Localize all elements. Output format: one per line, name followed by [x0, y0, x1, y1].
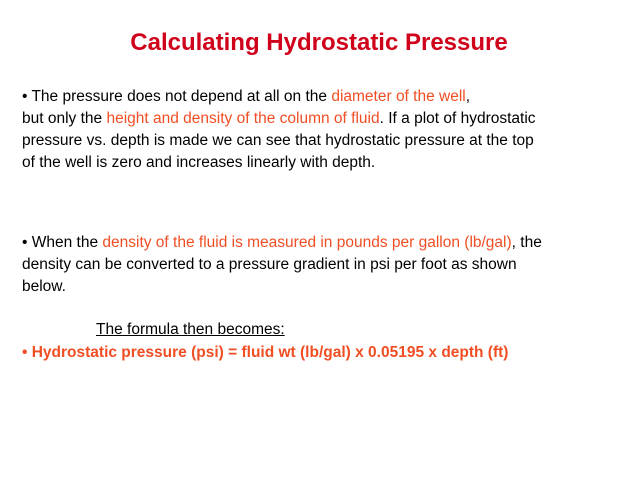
- text-segment: . If a plot of hydrostatic: [379, 110, 536, 127]
- highlighted-text: density of the fluid is measured in pounds per gallon (lb/gal): [102, 234, 512, 251]
- text-segment: , the: [511, 234, 542, 251]
- paragraph-line: density can be converted to a pressure gradient in psi per foot as shown: [22, 256, 517, 273]
- hydrostatic-pressure-formula: • Hydrostatic pressure (psi) = fluid wt (lb/gal) x 0.05195 x depth (ft): [22, 344, 509, 361]
- paragraph-line: [22, 108, 622, 130]
- text-segment: • When the: [22, 234, 103, 251]
- paragraph-line: [22, 86, 622, 108]
- paragraph-line: below.: [22, 278, 66, 295]
- text-segment: but only the: [22, 110, 107, 127]
- formula-label: The formula then becomes:: [96, 321, 285, 338]
- highlighted-text: height and density of the column of fluid: [106, 110, 380, 127]
- text-segment: ,: [465, 88, 471, 105]
- paragraph-line: of the well is zero and increases linearly with depth.: [22, 154, 376, 171]
- text-segment: • The pressure does not depend at all on the: [22, 88, 332, 105]
- paragraph-line: [22, 232, 622, 254]
- pressure-explanation-paragraph: [22, 86, 622, 174]
- highlighted-text: diameter of the well: [331, 88, 466, 105]
- paragraph-line: pressure vs. depth is made we can see that hydrostatic pressure at the top: [22, 132, 534, 149]
- slide-title: Calculating Hydrostatic Pressure: [130, 29, 508, 56]
- density-conversion-paragraph: [22, 232, 622, 298]
